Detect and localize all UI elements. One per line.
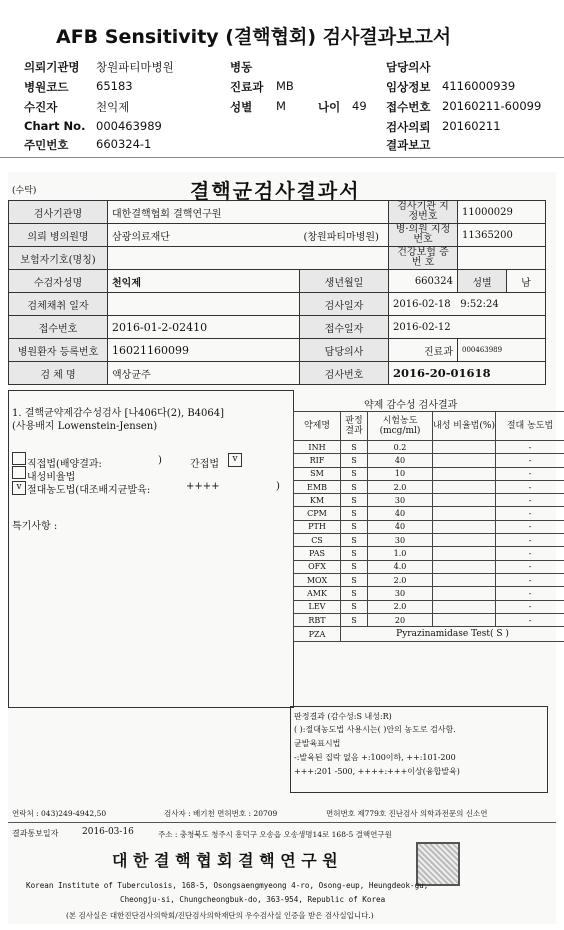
chart-label: Chart No.	[24, 119, 86, 133]
reviewer-text: 면허번호 제779호 진난검사 의학과전문의 신소연	[326, 809, 488, 818]
pza-label: PZA	[294, 627, 341, 642]
testtime-value: 9:52:24	[460, 298, 499, 310]
report-date-value: 2016-03-16	[82, 827, 134, 837]
sensitivity-abs-cell: -	[496, 507, 564, 520]
address-text: 주소 : 충청북도 청주시 흥덕구 오송읍 오송생명14로 168-5 결핵연구원	[158, 830, 392, 839]
sensitivity-conc-cell: 40	[368, 454, 433, 467]
sensitivity-result-cell: S	[341, 507, 368, 520]
judgement-line-5: +++:201 -500, ++++:+++이상(융합발육)	[294, 767, 460, 776]
testno-value: 2016-20-01618	[389, 362, 546, 385]
sensitivity-table	[293, 411, 564, 642]
col-conc: 시험농도 (mcg/ml)	[368, 412, 433, 441]
specimen-value: 액상균주	[108, 362, 300, 385]
report-date-label: 결과통보일자	[12, 829, 59, 838]
sensitivity-row	[294, 613, 564, 626]
sensitivity-ratio-cell	[433, 587, 496, 600]
col-ratio: 내성 비율법(%)	[433, 412, 496, 441]
sensitivity-abs-cell: -	[496, 613, 564, 626]
sensitivity-drug-cell: CPM	[294, 507, 341, 520]
sex-value: M	[276, 99, 286, 113]
sensitivity-abs-cell: -	[496, 547, 564, 560]
sensitivity-conc-cell: 1.0	[368, 547, 433, 560]
sensitivity-result-cell: S	[341, 480, 368, 493]
org-label: 의뢰기관명	[24, 60, 80, 74]
sensitivity-result-cell: S	[341, 467, 368, 480]
judgement-line-2: ( ):절대농도법 사용시는( )안의 농도로 검사함.	[294, 725, 456, 734]
institute-name: 대 한 결 핵 협 회 결 핵 연 구 원	[112, 851, 338, 870]
sensitivity-result-cell: S	[341, 441, 368, 454]
sensitivity-row	[294, 494, 564, 507]
testdate-cell	[389, 293, 546, 316]
sensitivity-row	[294, 480, 564, 493]
sensitivity-abs-cell: -	[496, 560, 564, 573]
sensitivity-row	[294, 534, 564, 547]
hosp-sub: (창원파티마병원)	[300, 224, 389, 247]
sensitivity-drug-cell: RIF	[294, 454, 341, 467]
sensitivity-conc-cell: 30	[368, 494, 433, 507]
age-value: 49	[352, 99, 367, 113]
clinical-value: 4116000939	[442, 79, 516, 93]
sensitivity-conc-cell: 30	[368, 587, 433, 600]
sensitivity-abs-cell: -	[496, 534, 564, 547]
insurer-value	[108, 247, 389, 270]
clinical-label: 임상정보	[386, 80, 431, 94]
patient-label: 수검자성명	[9, 270, 108, 293]
dob-value: 660324	[389, 270, 458, 293]
contact-text: 연락처 : 043)249-4942,50	[12, 809, 107, 818]
sensitivity-row	[294, 547, 564, 560]
dept-label: 진료과	[230, 80, 264, 94]
sensitivity-drug-cell: KM	[294, 494, 341, 507]
judgement-line-3: 균발육표시법	[294, 739, 341, 748]
dept-code-value: 000463989	[458, 339, 546, 362]
sensitivity-abs-cell: -	[496, 600, 564, 613]
sensitivity-abs-cell: -	[496, 454, 564, 467]
indirect-label: 간접법	[190, 459, 219, 470]
health-label: 건강보험 증 번 호	[389, 247, 458, 270]
judgement-line-4: -:발육된 집락 없음 +:100이하, ++:101-200	[294, 753, 456, 762]
recvno-label: 접수번호	[9, 316, 108, 339]
sensitivity-row	[294, 600, 564, 613]
accreditation-notice: (본 검사실은 대한진단검사의학회/진단검사의학재단의 우수검사실 인증을 받은 검사실입니다.)	[66, 911, 374, 920]
sensitivity-row	[294, 454, 564, 467]
sensitivity-conc-cell: 2.0	[368, 600, 433, 613]
sensitivity-drug-cell: MOX	[294, 573, 341, 586]
sensitivity-row	[294, 507, 564, 520]
dob-label: 생년월일	[300, 270, 389, 293]
collect-value	[108, 293, 300, 316]
sensitivity-result-cell: S	[341, 573, 368, 586]
sensitivity-conc-cell: 40	[368, 520, 433, 533]
method-panel	[8, 390, 294, 708]
absolute-label: 절대농도법(대조배지균발육:	[27, 485, 151, 496]
sensitivity-drug-cell: CS	[294, 534, 341, 547]
method-line-2: (사용배지 Lowenstein-Jensen)	[12, 421, 158, 432]
sensitivity-result-cell: S	[341, 600, 368, 613]
sensitivity-abs-cell: -	[496, 520, 564, 533]
sensitivity-drug-cell: OFX	[294, 560, 341, 573]
recvdate-label: 접수일자	[300, 316, 389, 339]
sensitivity-row	[294, 520, 564, 533]
sensitivity-ratio-cell	[433, 600, 496, 613]
sensitivity-abs-cell: -	[496, 587, 564, 600]
sensitivity-row	[294, 587, 564, 600]
form-tag: (수탁)	[12, 186, 37, 196]
report-label: 결과보고	[386, 138, 431, 152]
sensitivity-ratio-cell	[433, 494, 496, 507]
sensitivity-rows	[294, 441, 564, 627]
sensitivity-result-cell: S	[341, 587, 368, 600]
sensitivity-row	[294, 560, 564, 573]
attending-label: 담당의사	[300, 339, 389, 362]
rrn-label: 주민번호	[24, 138, 69, 152]
chart-value: 000463989	[96, 119, 162, 133]
dept-value: MB	[276, 79, 294, 93]
sensitivity-drug-cell: EMB	[294, 480, 341, 493]
org-value: 창원파티마병원	[96, 60, 174, 74]
sensitivity-ratio-cell	[433, 560, 496, 573]
sensitivity-result-cell: S	[341, 534, 368, 547]
sensitivity-ratio-cell	[433, 534, 496, 547]
direct-label: 직접법(배양결과:	[27, 459, 102, 470]
age-label: 나이	[318, 100, 341, 114]
collect-label: 검체채취 일자	[9, 293, 108, 316]
testdate-value: 2016-02-18	[393, 298, 451, 310]
report-title: AFB Sensitivity (결핵협회) 검사결과보고서	[56, 26, 452, 48]
sensitivity-conc-cell: 30	[368, 534, 433, 547]
resist-checkbox[interactable]	[12, 466, 26, 479]
col-drug: 약제명	[294, 412, 341, 441]
request-label: 검사의뢰	[386, 120, 431, 134]
receipt-label: 접수번호	[386, 100, 431, 114]
col-result: 판정결과	[341, 412, 368, 441]
resist-label: 내성비율법	[27, 472, 76, 483]
english-address-1: Korean Institute of Tuberculosis, 168-5, Osongsaengmyeong 4-ro, Osong-eup, Heungdeok-gu,	[26, 881, 429, 890]
recvdate-value: 2016-02-12	[389, 316, 546, 339]
indirect-checkbox[interactable]: v	[228, 453, 242, 467]
sensitivity-result-cell: S	[341, 520, 368, 533]
attending-dept-label: 진료과	[389, 339, 458, 362]
regno-label: 병원환자 등록번호	[9, 339, 108, 362]
sensitivity-drug-cell: SM	[294, 467, 341, 480]
sensitivity-drug-cell: LEV	[294, 600, 341, 613]
recipient-label: 수진자	[24, 100, 58, 114]
sensitivity-ratio-cell	[433, 613, 496, 626]
direct-checkbox[interactable]	[12, 452, 26, 465]
judgement-line-1: 판정결과 (감수성:S 내성:R)	[294, 712, 392, 721]
sensitivity-ratio-cell	[433, 507, 496, 520]
sensitivity-conc-cell: 2.0	[368, 573, 433, 586]
sensitivity-result-cell: S	[341, 560, 368, 573]
sensitivity-drug-cell: RBT	[294, 613, 341, 626]
sensitivity-drug-cell: AMK	[294, 587, 341, 600]
doctor-label: 담당의사	[386, 60, 431, 74]
insurer-label: 보험자기호(명칭)	[9, 247, 108, 270]
sensitivity-abs-cell: -	[496, 494, 564, 507]
absolute-close: )	[276, 481, 280, 492]
hosp-label: 의뢰 병의원명	[9, 224, 108, 247]
sensitivity-ratio-cell	[433, 480, 496, 493]
sensitivity-title: 약제 감수성 검사결과	[364, 400, 458, 411]
hosp-id-value: 11365200	[458, 224, 546, 247]
lab-id-value: 11000029	[458, 201, 546, 224]
sensitivity-row	[294, 467, 564, 480]
rrn-value: 660324-1	[96, 137, 152, 151]
lab-id-label: 검사기관 지정번호	[389, 201, 458, 224]
gender-label: 성별	[458, 270, 507, 293]
sensitivity-result-cell: S	[341, 547, 368, 560]
sensitivity-abs-cell: -	[496, 573, 564, 586]
receipt-value: 20160211-60099	[442, 99, 542, 113]
footer-divider	[8, 822, 556, 823]
patient-info-table	[8, 200, 546, 385]
sensitivity-conc-cell: 40	[368, 507, 433, 520]
sensitivity-conc-cell: 20	[368, 613, 433, 626]
patient-value: 천익제	[108, 270, 300, 293]
sensitivity-ratio-cell	[433, 454, 496, 467]
testno-label: 검사번호	[300, 362, 389, 385]
testdate-label: 검사일자	[300, 293, 389, 316]
sensitivity-result-cell: S	[341, 494, 368, 507]
sensitivity-conc-cell: 0.2	[368, 441, 433, 454]
institute-seal	[416, 842, 460, 886]
direct-close: )	[158, 455, 162, 466]
method-line-1: 1. 결핵균약제감수성검사 [나406다(2), B4064]	[12, 408, 225, 419]
request-value: 20160211	[442, 119, 501, 133]
gender-value: 남	[507, 270, 546, 293]
lab-label: 검사기관명	[9, 201, 108, 224]
sensitivity-drug-cell: INH	[294, 441, 341, 454]
sensitivity-result-cell: S	[341, 613, 368, 626]
sensitivity-ratio-cell	[433, 467, 496, 480]
sensitivity-row	[294, 441, 564, 454]
sensitivity-conc-cell: 2.0	[368, 480, 433, 493]
sensitivity-abs-cell: -	[496, 480, 564, 493]
sensitivity-ratio-cell	[433, 573, 496, 586]
remarks-label: 특기사항 :	[12, 521, 58, 532]
english-address-2: Cheongju-si, Chungcheongbuk-do, 363-954, Republic of Korea	[120, 895, 386, 904]
pza-value: Pyrazinamidase Test( S )	[341, 627, 564, 642]
header-divider	[0, 157, 564, 158]
recvno-value: 2016-01-2-02410	[108, 316, 300, 339]
sensitivity-row	[294, 573, 564, 586]
col-abs: 절대 농도법	[496, 412, 564, 441]
hosp-value: 삼광의료재단	[108, 224, 300, 247]
sensitivity-drug-cell: PAS	[294, 547, 341, 560]
sensitivity-result-cell: S	[341, 454, 368, 467]
sensitivity-conc-cell: 4.0	[368, 560, 433, 573]
absolute-value: ++++	[186, 481, 220, 492]
sex-label: 성별	[230, 100, 253, 114]
examiner-text: 검사자 : 배기천 면허번호 : 20709	[164, 809, 278, 818]
absolute-checkbox[interactable]: v	[12, 481, 26, 495]
specimen-label: 검 체 명	[9, 362, 108, 385]
sensitivity-ratio-cell	[433, 441, 496, 454]
sensitivity-conc-cell: 10	[368, 467, 433, 480]
form-title: 결핵균검사결과서	[190, 179, 361, 203]
sensitivity-drug-cell: PTH	[294, 520, 341, 533]
sensitivity-ratio-cell	[433, 520, 496, 533]
recipient-value: 천익제	[96, 100, 130, 114]
sensitivity-abs-cell: -	[496, 441, 564, 454]
sensitivity-ratio-cell	[433, 547, 496, 560]
ward-label: 병동	[230, 60, 253, 74]
hospcode-value: 65183	[96, 79, 133, 93]
hosp-id-label: 병·의원 지정번호	[389, 224, 458, 247]
health-value	[458, 247, 546, 270]
hospcode-label: 병원코드	[24, 80, 69, 94]
lab-value: 대한결핵협회 결핵연구원	[108, 201, 389, 224]
sensitivity-abs-cell: -	[496, 467, 564, 480]
regno-value: 16021160099	[108, 339, 300, 362]
